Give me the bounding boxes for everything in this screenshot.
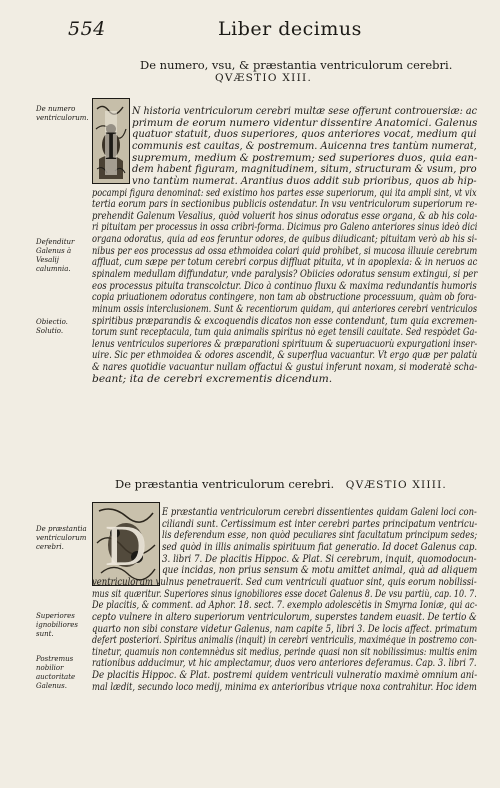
text-line: & nares quotidie vacuantur nullam offactui & gustui inferunt noxam, si moderatè scha- <box>92 362 478 374</box>
text-line: tinetur, quamuis non contemnèdus sit medius, perinde quasi non sit nobilissimus: multis enim <box>92 646 478 658</box>
text-line: quarto non sibi constare videtur Galenus, nam capite 5, libri 3. De locis affect. primatum <box>92 623 478 635</box>
text-line: nibus per eos processus ad ossa ethmoidea colari quid prohibet, si mucosa illuuie cerebrum <box>92 245 478 257</box>
text-line: N historia ventriculorum cerebri multæ sese offerunt controuersiæ: ac <box>132 106 478 117</box>
text-line: tertia eorum pars in sectionibus publicis ostendatur. In vsu ventriculorum superiorum re- <box>92 199 478 211</box>
text-line: 3. libri 7. De placitis Hippoc. & Plat. Si cerebrum, inquit, quomodocun- <box>162 553 477 565</box>
text-line: spinalem medullam diffundatur, vnde paralysis? Obiicies odoratus sensum extingui, si per <box>92 268 478 280</box>
section-text <box>162 507 477 577</box>
text-line: De placitis Hippoc. & Plat. postremi quidem ventriculi vulneratio maximè omnium ani- <box>92 670 478 682</box>
woodcut-illustration <box>93 99 129 183</box>
text-line: rationibus adducimur, vt hic amplectamur, duos vero anteriores deferamus. Cap. 3. libri 7. <box>92 658 477 670</box>
margin-note: De numero ventriculorum. <box>36 105 89 122</box>
section-title <box>115 477 447 491</box>
margin-note: Defenditur Galenus à Vesalij calumnia. <box>36 238 75 273</box>
margin-note: Obiectio. Solutio. <box>36 318 68 335</box>
margin-note: De præstantia ventriculorum cerebri. <box>36 525 87 551</box>
section-text <box>132 106 477 187</box>
text-line: dem habent figuram, magnitudinem, situm, structuram & vsum, pro <box>132 164 477 176</box>
text-line: prehendit Galenum Vesalius, quòd voluerit hos sinus odoratus esse organa, & ab his cola- <box>92 210 478 222</box>
text-line: spiritibus præparandis & excoquendis dicatos non esse contendunt, tum quia excremen- <box>92 315 478 327</box>
text-line: primum de eorum numero videntur dissentire Anatomici. Galenus <box>132 117 478 129</box>
text-line: vno tantùm numerat. Arantius duos addit sub prioribus, quos ab hip- <box>132 175 477 187</box>
text-line: uire. Sic per ethmoidea & odores ascendit, & superflua vacuantur. Vt ergo quæ per palatù <box>92 350 478 362</box>
decorated-initial-i <box>92 98 130 184</box>
question-number: QVÆSTIO XIII. <box>215 72 313 84</box>
section-text <box>92 577 477 693</box>
text-line: communis est cauitas, & postremum. Auicenna tres tantùm numerat, <box>132 140 477 152</box>
text-line: defert posteriori. Spiritus animalis (inquit) in cerebri ventriculis, maximéque in postremo con- <box>92 635 477 647</box>
text-line: sed quòd in illis animalis spirituum fiat generatio. Id docet Galenus cap. <box>162 541 478 553</box>
text-line: beant; ita de cerebri excrementis dicendum. <box>92 373 333 385</box>
text-line: De placitis, & comment. ad Aphor. 18. sect. 7. exemplo adolescètis in Smyrna Ioniæ, qui ac- <box>92 600 478 612</box>
section-title-text: De præstantia ventriculorum cerebri. <box>115 477 335 491</box>
text-line: ciliandi sunt. Certissimum est inter cerebri partes principatum ventricu- <box>162 518 478 530</box>
text-line: eos processus pituita transcolctur. Dico à continuo fluxu & maxima redundantis humoris <box>92 280 477 292</box>
svg-text:I: I <box>104 123 118 168</box>
woodcut-illustration <box>93 503 159 585</box>
text-line: torum sunt receptacula, tum quia animalis spiritus nò eget tensili cauitate. Sed respòdet Ga- <box>92 327 478 339</box>
text-line: ventriculorum vulnus penetrauerit. Sed cum ventriculi quatuor sint, quis eorum nobilissi- <box>92 577 477 588</box>
page-number: 554 <box>68 18 106 40</box>
margin-note: Superiores ignobiliores sunt. <box>36 612 78 638</box>
text-line: supremum, medium & postremum; sed superiores duos, quia ean- <box>132 152 478 164</box>
question-number: QVÆSTIO XIIII. <box>345 479 447 491</box>
text-line: pocampi figura denominat: sed existimo hos partes esse superiorum, qui ita ampli sint, vt vix <box>92 187 477 199</box>
text-line: minum ossis interclusionem. Sunt & recentiorum quidam, qui anteriores cerebri ventriculos <box>92 303 478 315</box>
text-line: que incidas, non prius sensum & motu amittet animal, quà ad aliquem <box>162 565 478 577</box>
section-text <box>92 188 477 386</box>
text-line: E præstantia ventriculorum cerebri dissentientes quidam Galeni loci con- <box>162 507 477 518</box>
text-line: organa odoratus, quia ad eos feruntur odores, de quibus diiudicant; pituitam verò ab his si- <box>92 234 478 246</box>
text-line: mal lædit, secundo loco medij, minima ex anterioribus vtrique noxa contrahitur. Hoc idem <box>92 681 477 693</box>
text-line: cepto vulnere in altero superiorum ventriculorum, superstes tandem euasit. De tertio & <box>92 611 477 623</box>
text-line: copia priuationem odoratus contingere, non tam ab obstructione processuum, quàm ob fora- <box>92 292 477 304</box>
text-line: affluat, cum sæpe per totum cerebri corpus diffluat pituita, vt in apoplexia: & in neruos ac <box>92 257 478 269</box>
running-head: Liber decimus <box>218 18 362 40</box>
margin-note: Postremus nobilior auctoritate Galenus. <box>36 655 76 690</box>
text-line: mus sit quæritur. Superiores sinus ignobiliores esse docet Galenus 8. De vsu partiù, cap. 10. 7. <box>92 588 477 600</box>
section-title: De numero, vsu, & præstantia ventriculorum cerebri. <box>140 58 453 72</box>
page-header <box>68 18 470 44</box>
text-line: lenus ventriculos superiores & præparationi spirituum & superuacuorù expurgationi inser- <box>92 338 478 350</box>
text-line: quatuor statuit, duos superiores, quos anteriores vocat, medium qui <box>132 129 477 141</box>
text-line: lis deferendum esse, non quòd peculiares sint facultatum principum sedes; <box>162 530 478 542</box>
decorated-initial-d <box>92 502 160 586</box>
text-line: ri pituitam per processus in ossa cribri-forma. Dicimus pro Galeno anteriores sinus ideò dici <box>92 222 478 234</box>
svg-text:D: D <box>105 513 147 578</box>
